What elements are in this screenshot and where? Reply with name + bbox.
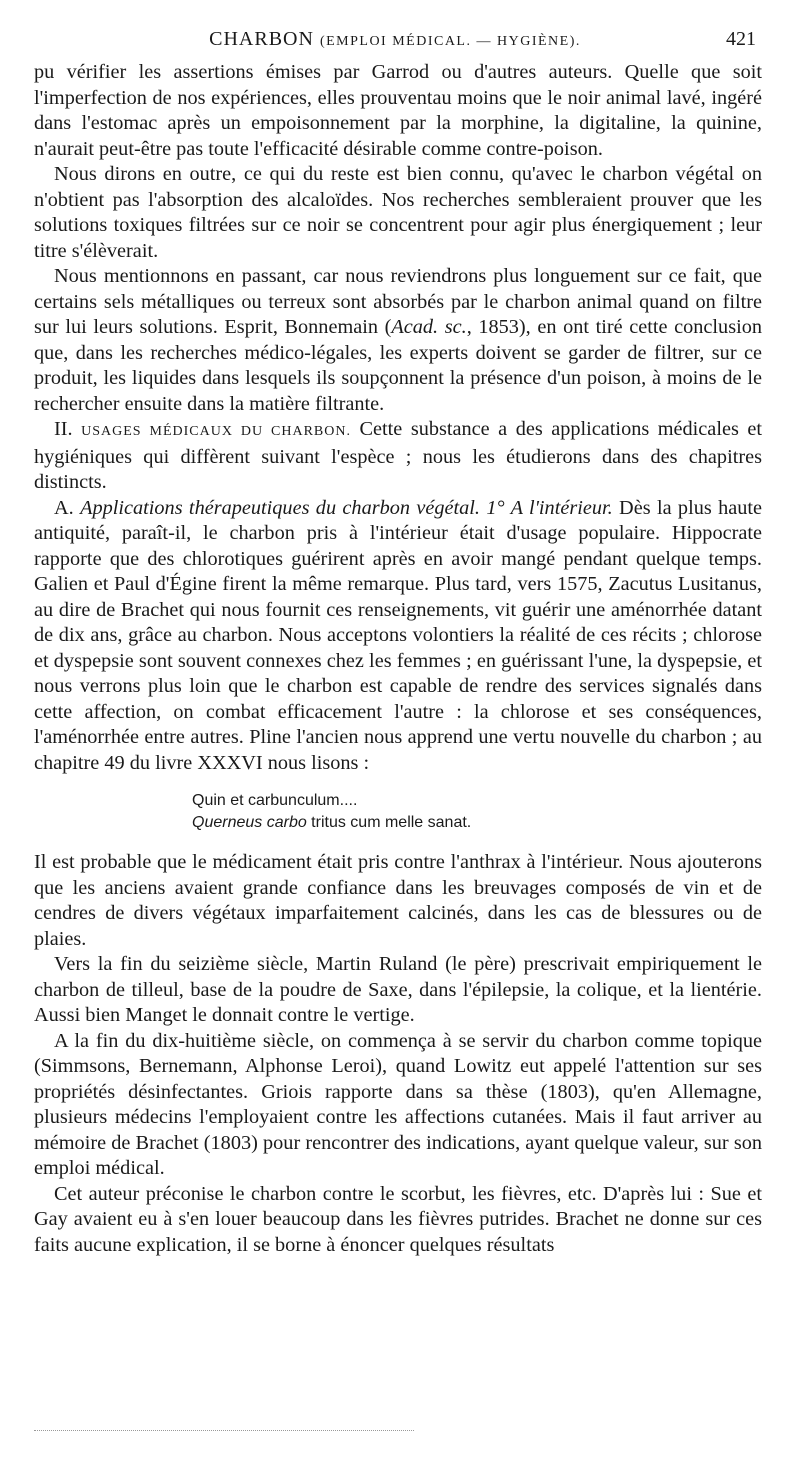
quote-line-1: Quin et carbunculum.... — [192, 792, 358, 809]
paragraph-3-text-b: , 1853), en ont tiré cette conclusion que, dans les recherches médico-légales, les experts doivent se garder de filtrer, sur ce produit, les liquides dans lesquels ils soupçonnent la présence d'un poison, à moins de le rechercher ensuite dans la matière filtrante. — [34, 316, 763, 415]
latin-quotation — [192, 790, 762, 834]
paragraph-4-text: Cette substance a des applications médicales et hygiéniques qui diffèrent suivant l'espèce ; nous les étudierons dans des chapitres distincts. — [34, 418, 762, 493]
page-number: 421 — [726, 28, 756, 50]
running-header — [34, 28, 756, 60]
paragraph-9: Cet auteur préconise le charbon contre le scorbut, les fièvres, etc. D'après lui : Sue et Gay avaient eu à s'en louer beaucoup dans les fièvres putrides. Brachet ne donne sur ces faits aucune explication, il se borne à énoncer quelques résultats — [34, 1182, 762, 1256]
running-title-sub: (EMPLOI MÉDICAL. — HYGIÈNE). — [319, 34, 581, 49]
quote-line-2-text: tritus cum melle sanat. — [306, 814, 472, 831]
running-title — [34, 28, 756, 51]
subsection-subheading: 1° A l'intérieur. — [480, 496, 613, 519]
paragraph-3-text-a: Nous mentionnons en passant, car nous reviendrons plus longuement sur ce fait, que certains sels métalliques ou terreux sont absorbés par le charbon animal quand on filtre sur lui leurs solutions. Esprit, Bonnemain ( — [34, 265, 762, 338]
paragraph-6: Il est probable que le médicament était pris contre l'anthrax à l'intérieur. Nous ajouterons que les anciens avaient grande confiance dans les breuvages composés de vin et de cendres de divers végétaux imparfaitement calcinés, dans les cas de blessures ou de plaies. — [34, 851, 762, 950]
quote-line-2 — [192, 812, 762, 834]
subsection-letter: A. — [54, 496, 81, 519]
paragraph-3 — [34, 264, 762, 417]
paragraph-4 — [34, 417, 762, 496]
paragraph-5-text: Dès la plus haute antiquité, paraît-il, le charbon pris à l'intérieur était d'usage populaire. Hippocrate rapporte que des chlorotiques guérirent après en avoir mangé pendant quelque temps. Galien et Paul d'Égine firent la même remarque. Plus tard, vers 1575, Zacutus Lusitanus, au dire de Brachet qui nous fournit ces renseignements, vit guérir une aménorrhée datant de dix ans, grâce au charbon. Nous acceptons volontiers la réalité de ces récits ; chlorose et dyspepsie sont souvent connexes chez les femmes ; en guérissant l'une, la dyspepsie, et nous verrons plus loin que le charbon est capable de rendre des services signalés dans cette affection, on combat efficacement l'autre : la chlorose et ses conséquences, l'aménorrhée entre autres. Pline l'ancien nous apprend une vertu nouvelle du charbon ; au chapitre 49 du livre XXXVI nous lisons : — [34, 496, 762, 774]
paragraph-2: Nous dirons en outre, ce qui du reste est bien connu, qu'avec le charbon végétal on n'obtient pas l'absorption des alcaloïdes. Nos recherches sembleraient prouver que les solutions toxiques filtrées sur ce noir se concentrent pour agir plus énergiquement ; leur titre s'élèverait. — [34, 163, 762, 262]
section-number: II. — [54, 418, 82, 440]
paragraph-8: A la fin du dix-huitième siècle, on commença à se servir du charbon comme topique (Simmsons, Bernemann, Alphonse Leroi), quand Lowitz eut appelé l'attention sur ses propriétés désinfectantes. Griois rapporte dans sa thèse (1803), qu'en Allemagne, plusieurs médecins l'employaient contre les affections cutanées. Mais il faut arriver au mémoire de Brachet (1803) pour rencontrer des indications, ayant quelque valeur, sur son emploi médical. — [34, 1029, 762, 1179]
subsection-heading: Applications thérapeutiques du charbon végétal. — [80, 496, 481, 519]
paragraph-5 — [34, 496, 762, 777]
paragraph-7: Vers la fin du seizième siècle, Martin Ruland (le père) prescrivait empiriquement le charbon de tilleul, base de la poudre de Saxe, dans l'épilepsie, la colique, et la lientérie. Aussi bien Manget le donnait contre le vertige. — [34, 953, 762, 1026]
paragraph-1: pu vérifier les assertions émises par Garrod ou d'autres auteurs. Quelle que soit l'imperfection de nos expériences, elles prouventau moins que le noir animal lavé, ingéré dans l'estomac après un empoisonnement par la morphine, la digitaline, la quinine, n'aurait peut-être pas toute l'efficacité désirable comme contre-poison. — [34, 61, 762, 160]
quote-italic: Querneus carbo — [192, 814, 307, 831]
running-title-main: CHARBON — [209, 28, 314, 50]
section-heading: USAGES MÉDICAUX DU CHARBON. — [81, 424, 351, 439]
body-text — [34, 60, 762, 1258]
footer-rule — [34, 1430, 414, 1431]
citation: Acad. sc. — [391, 316, 467, 338]
